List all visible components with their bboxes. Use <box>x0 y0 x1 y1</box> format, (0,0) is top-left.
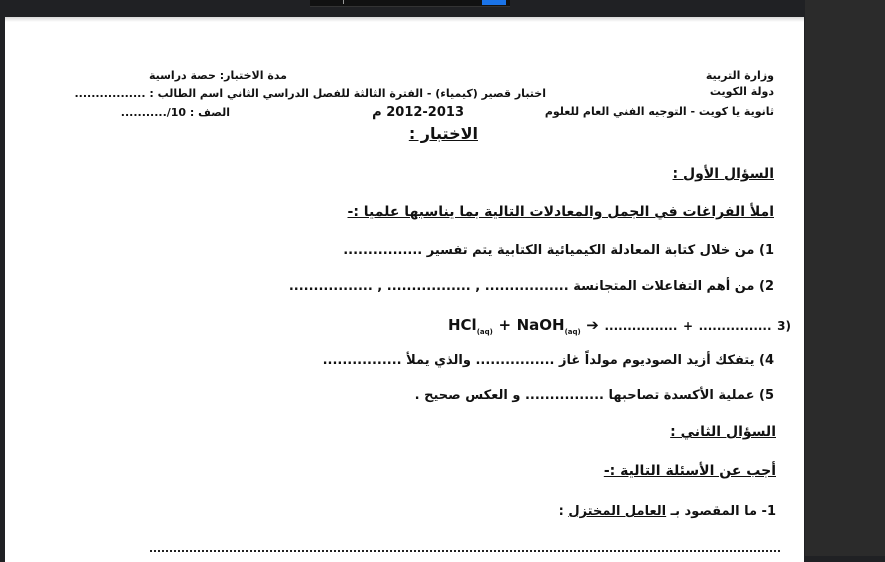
question-1-3-number: 3) <box>777 319 791 333</box>
reducing-agent-term: العامل المختزل <box>568 504 667 519</box>
hcl-state: (aq) <box>476 328 493 337</box>
question-1-5: 5) عملية الأكسدة تصاحبها ................ و العكس صحيح . <box>414 388 774 403</box>
ministry-label: وزارة التربية <box>705 69 774 82</box>
question-2-1 <box>559 504 776 519</box>
product-blank-1: ................ <box>604 319 678 333</box>
answer-dotted-line <box>150 550 780 552</box>
toolbar-button[interactable] <box>482 0 506 5</box>
question-2-1-suffix: : <box>558 504 569 519</box>
question-1-4: 4) يتفكك أزيد الصوديوم مولداً غاز ................ والذي يملأ ................ <box>322 353 774 368</box>
academic-year: 2012-2013 م <box>372 105 464 120</box>
question-one-instruction: املأ الفراغات في الجمل والمعادلات التالية بما يناسبها علميا :- <box>347 204 774 220</box>
question-one-heading: السؤال الأول : <box>672 166 774 182</box>
question-2-1-prefix: 1- ما المقصود بـ <box>666 504 776 519</box>
plus-sign: + <box>498 316 512 334</box>
hcl-formula: HCl <box>448 316 477 334</box>
naoh-formula: NaOH <box>516 316 565 334</box>
question-1-3-equation <box>448 315 791 336</box>
question-1-2: 2) من أهم التفاعلات المتجانسة ................. , ................. , ................. <box>288 279 774 294</box>
product-blank-2: ................ <box>698 319 772 333</box>
country-label: دولة الكويت <box>709 85 774 98</box>
exam-title: الاختبار : <box>408 124 478 143</box>
top-toolbar <box>310 0 510 7</box>
question-two-instruction: أجب عن الأسئلة التالية :- <box>603 463 776 479</box>
exam-duration: مدة الاختبار: حصة دراسية <box>148 69 287 82</box>
reaction-arrow-icon: ➔ <box>586 316 599 334</box>
school-label: ثانوية يا كويت - التوجيه الفني العام للعلوم <box>544 105 774 118</box>
right-side-panel <box>805 0 885 556</box>
naoh-state: (aq) <box>564 328 581 337</box>
exam-info-student-name: اختبار قصير (كيمياء) - الفترة الثالثة للفصل الدراسي الثاني اسم الطالب : ................. <box>74 87 546 100</box>
product-plus-sign: + <box>682 319 694 333</box>
question-1-1: 1) من خلال كتابة المعادلة الكيميائية الكتابية يتم تفسير ................ <box>343 243 774 258</box>
class-label: الصف : 10/........... <box>120 106 230 119</box>
text-caret <box>343 0 344 4</box>
question-two-heading: السؤال الثاني : <box>670 424 776 440</box>
document-page <box>5 17 804 562</box>
